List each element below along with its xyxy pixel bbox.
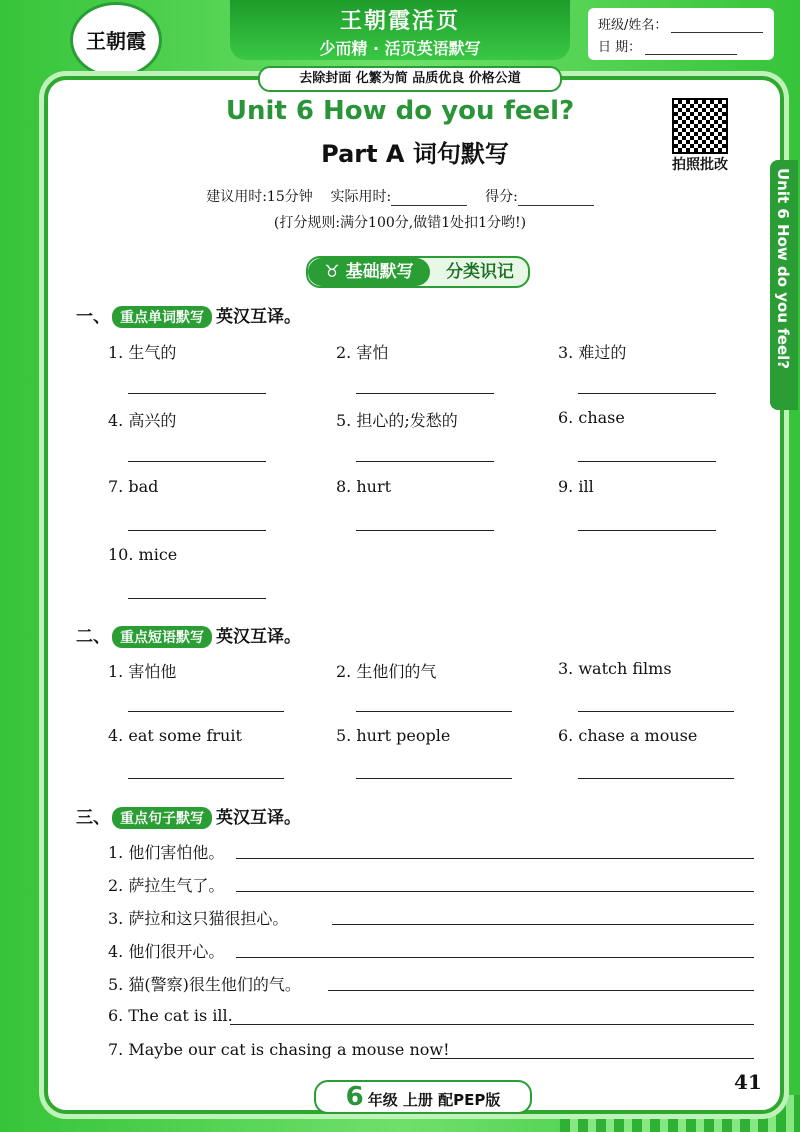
class-name-row — [598, 14, 763, 34]
side-tab-text: Unit 6 How do you feel? — [774, 168, 792, 369]
list-item: 10. mice — [108, 545, 178, 564]
list-item: 7. bad — [108, 477, 159, 496]
date-blank[interactable] — [645, 40, 737, 55]
section3-number: 三、 — [76, 808, 110, 828]
date-row — [598, 36, 737, 56]
sentence-blank[interactable] — [236, 891, 754, 892]
class-name-blank[interactable] — [671, 18, 763, 33]
sentence-item: 1. 他们害怕他。 — [108, 843, 225, 862]
part-title: Part A 词句默写 — [321, 140, 509, 168]
answer-blank[interactable] — [578, 530, 716, 531]
qr-code-icon[interactable] — [672, 98, 728, 154]
answer-blank[interactable] — [578, 711, 734, 712]
sentence-blank[interactable] — [236, 858, 754, 859]
answer-blank[interactable] — [128, 598, 266, 599]
list-item: 2. 生他们的气 — [336, 662, 437, 681]
date-label: 日 期： — [598, 40, 642, 55]
answer-blank[interactable] — [578, 461, 716, 462]
sentence-blank[interactable] — [236, 957, 754, 958]
slogan: 去除封面 化繁为简 品质优良 价格公道 — [258, 66, 562, 92]
sentence-item: 6. The cat is ill. — [108, 1006, 233, 1025]
sentence-blank[interactable] — [430, 1058, 754, 1059]
section2-pill: 重点短语默写 — [112, 626, 212, 648]
answer-blank[interactable] — [356, 393, 494, 394]
sentence-item: 4. 他们很开心。 — [108, 942, 225, 961]
sentence-item: 7. Maybe our cat is chasing a mouse now! — [108, 1040, 450, 1059]
unit-title: Unit 6 How do you feel? — [225, 96, 575, 126]
section3-instruction: 英汉互译。 — [216, 808, 301, 828]
list-item: 5. hurt people — [336, 726, 451, 745]
banner-basic: ♉ 基础默写 — [308, 258, 430, 286]
list-item: 4. eat some fruit — [108, 726, 242, 745]
section1-instruction: 英汉互译。 — [216, 307, 301, 327]
answer-blank[interactable] — [356, 711, 512, 712]
time-line — [0, 186, 800, 206]
list-item: 9. ill — [558, 477, 594, 496]
list-item: 2. 害怕 — [336, 343, 389, 362]
sentence-item: 2. 萨拉生气了。 — [108, 876, 225, 895]
brand-title: 王朝霞活页 — [339, 8, 460, 34]
section1-pill: 重点单词默写 — [112, 306, 212, 328]
suggested-time: 建议用时:15分钟 — [206, 189, 313, 205]
section3-heading — [76, 803, 301, 829]
answer-blank[interactable] — [128, 461, 266, 462]
sentence-blank[interactable] — [332, 924, 754, 925]
list-item: 6. chase a mouse — [558, 726, 698, 745]
sentence-blank[interactable] — [328, 990, 754, 991]
list-item: 1. 害怕他 — [108, 662, 177, 681]
list-item: 5. 担心的;发愁的 — [336, 411, 458, 430]
list-item: 8. hurt — [336, 477, 392, 496]
grade-number: 6 — [345, 1082, 364, 1112]
banner-classify: 分类识记 — [446, 262, 514, 282]
list-item: 6. chase — [558, 408, 625, 427]
student-info-box — [588, 8, 774, 60]
section3-pill: 重点句子默写 — [112, 807, 212, 829]
answer-blank[interactable] — [356, 778, 512, 779]
answer-blank[interactable] — [128, 711, 284, 712]
score-label: 得分: — [485, 189, 518, 205]
list-item: 1. 生气的 — [108, 343, 177, 362]
score-blank[interactable] — [518, 191, 594, 206]
answer-blank[interactable] — [356, 461, 494, 462]
answer-blank[interactable] — [128, 393, 266, 394]
sentence-blank[interactable] — [230, 1024, 754, 1025]
answer-blank[interactable] — [356, 530, 494, 531]
section2-heading — [76, 622, 301, 648]
actual-time-label: 实际用时: — [330, 189, 392, 205]
class-name-label: 班级/姓名： — [598, 18, 668, 33]
answer-blank[interactable] — [578, 393, 716, 394]
sentence-item: 5. 猫(警察)很生他们的气。 — [108, 975, 301, 994]
answer-blank[interactable] — [128, 530, 266, 531]
brand-subtitle: 少而精 · 活页英语默写 — [319, 39, 481, 58]
sentence-item: 3. 萨拉和这只猫很担心。 — [108, 909, 289, 928]
logo-text: 王朝霞 — [86, 29, 146, 53]
list-item: 4. 高兴的 — [108, 411, 177, 430]
list-item: 3. 难过的 — [558, 343, 627, 362]
answer-blank[interactable] — [578, 778, 734, 779]
qr-label: 拍照批改 — [672, 157, 728, 173]
page-number: 41 — [734, 1070, 762, 1094]
section1-number: 一、 — [76, 307, 110, 327]
logo — [70, 2, 162, 78]
list-item: 3. watch films — [558, 659, 672, 678]
scoring-rule: (打分规则:满分100分,做错1处扣1分哟!) — [273, 215, 527, 231]
section-banner — [306, 256, 530, 288]
footer-grade — [314, 1080, 532, 1114]
section1-heading — [76, 302, 301, 328]
grade-text: 年级 上册 配PEP版 — [367, 1091, 501, 1109]
section2-number: 二、 — [76, 627, 110, 647]
side-tab — [770, 160, 798, 410]
actual-time-blank[interactable] — [391, 191, 467, 206]
section2-instruction: 英汉互译。 — [216, 627, 301, 647]
answer-blank[interactable] — [128, 778, 284, 779]
